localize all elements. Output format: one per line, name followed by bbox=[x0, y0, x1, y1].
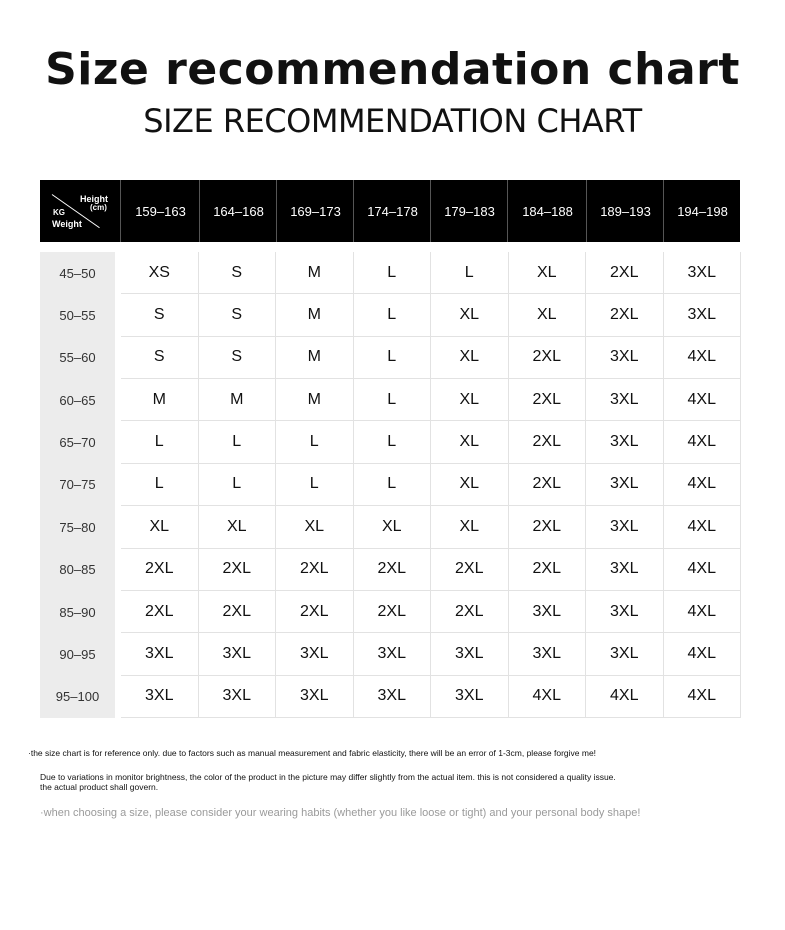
note-color-line1: Due to variations in monitor brightness, the color of the product in the picture may differ slightly from the actual item. this is not considered a quality issue. bbox=[40, 772, 616, 782]
size-cell: 3XL bbox=[586, 506, 664, 548]
height-header-cell: 194–198 bbox=[663, 180, 741, 242]
size-cell: 2XL bbox=[509, 379, 587, 421]
size-cell: S bbox=[199, 294, 277, 336]
height-header-row bbox=[40, 180, 740, 242]
size-cell: XL bbox=[509, 252, 587, 294]
height-header-cell: 169–173 bbox=[276, 180, 354, 242]
size-cell: S bbox=[199, 337, 277, 379]
weight-row-label: 80–85 bbox=[59, 562, 96, 578]
height-header-cell: 159–163 bbox=[120, 180, 200, 242]
weight-row-label: 50–55 bbox=[59, 308, 96, 324]
size-cell: L bbox=[354, 464, 432, 506]
size-cell: 3XL bbox=[586, 549, 664, 591]
size-cell: M bbox=[276, 294, 354, 336]
weight-label: Weight bbox=[52, 219, 82, 229]
size-cell: XS bbox=[121, 252, 199, 294]
size-cell: 2XL bbox=[354, 549, 432, 591]
size-cell: 2XL bbox=[276, 549, 354, 591]
size-cell: 2XL bbox=[509, 506, 587, 548]
size-cell: 2XL bbox=[199, 549, 277, 591]
size-cell: 3XL bbox=[509, 633, 587, 675]
size-cell: L bbox=[121, 421, 199, 463]
size-cell: 3XL bbox=[586, 337, 664, 379]
size-cell: 3XL bbox=[664, 252, 742, 294]
weight-row-label: 70–75 bbox=[59, 477, 96, 493]
size-cell: XL bbox=[431, 421, 509, 463]
size-cell: XL bbox=[431, 379, 509, 421]
size-cell: S bbox=[121, 337, 199, 379]
size-cell: 4XL bbox=[664, 676, 742, 718]
size-cell: 3XL bbox=[586, 421, 664, 463]
size-cell: 2XL bbox=[354, 591, 432, 633]
height-label: Height bbox=[80, 194, 108, 204]
weight-row-label: 45–50 bbox=[59, 265, 96, 281]
size-cell: L bbox=[276, 464, 354, 506]
size-cell: 3XL bbox=[586, 379, 664, 421]
size-cell: 4XL bbox=[664, 633, 742, 675]
size-cell: 2XL bbox=[509, 549, 587, 591]
size-cell: 3XL bbox=[586, 633, 664, 675]
size-cell: 3XL bbox=[586, 464, 664, 506]
height-header-cell: 164–168 bbox=[199, 180, 277, 242]
size-cell: 2XL bbox=[586, 294, 664, 336]
size-cell: 3XL bbox=[121, 633, 199, 675]
size-cell: M bbox=[276, 337, 354, 379]
size-cell: XL bbox=[431, 506, 509, 548]
size-cell: L bbox=[276, 421, 354, 463]
height-header-cell: 189–193 bbox=[586, 180, 664, 242]
weight-unit: KG bbox=[53, 208, 65, 217]
size-cell: 3XL bbox=[431, 676, 509, 718]
size-cell: 2XL bbox=[431, 549, 509, 591]
size-cell: 3XL bbox=[121, 676, 199, 718]
size-cell: 3XL bbox=[354, 676, 432, 718]
size-cell: 3XL bbox=[354, 633, 432, 675]
size-cell: XL bbox=[276, 506, 354, 548]
size-cell: 3XL bbox=[509, 591, 587, 633]
size-cell: M bbox=[199, 379, 277, 421]
size-cell: 2XL bbox=[121, 549, 199, 591]
size-cell: L bbox=[431, 252, 509, 294]
weight-column bbox=[40, 252, 115, 718]
size-cell: M bbox=[276, 252, 354, 294]
size-cell: 2XL bbox=[276, 591, 354, 633]
size-cell: 4XL bbox=[664, 337, 742, 379]
size-cell: XL bbox=[509, 294, 587, 336]
size-cell: XL bbox=[431, 294, 509, 336]
size-cell: XL bbox=[431, 337, 509, 379]
size-cell: L bbox=[354, 252, 432, 294]
weight-row-label: 90–95 bbox=[59, 646, 96, 662]
weight-row-label: 95–100 bbox=[55, 689, 100, 705]
size-cell: 2XL bbox=[509, 421, 587, 463]
size-cell: 2XL bbox=[121, 591, 199, 633]
size-cell: 3XL bbox=[664, 294, 742, 336]
size-cell: XL bbox=[121, 506, 199, 548]
size-cell: 4XL bbox=[664, 379, 742, 421]
size-cell: L bbox=[199, 464, 277, 506]
size-cell: S bbox=[199, 252, 277, 294]
size-cell: 3XL bbox=[199, 633, 277, 675]
weight-row-label: 55–60 bbox=[59, 350, 96, 366]
height-header-cell: 179–183 bbox=[430, 180, 508, 242]
size-cell: 2XL bbox=[199, 591, 277, 633]
weight-row-label: 85–90 bbox=[59, 604, 96, 620]
size-cell: M bbox=[121, 379, 199, 421]
weight-row-label: 65–70 bbox=[59, 435, 96, 451]
height-header-cell: 174–178 bbox=[353, 180, 431, 242]
size-cell: L bbox=[121, 464, 199, 506]
size-cell: 2XL bbox=[509, 464, 587, 506]
size-cell: 4XL bbox=[664, 464, 742, 506]
height-header-cell: 184–188 bbox=[507, 180, 587, 242]
size-cell: 4XL bbox=[664, 506, 742, 548]
corner-header-cell bbox=[40, 180, 120, 242]
page-subtitle: SIZE RECOMMENDATION CHART bbox=[143, 102, 642, 140]
size-cell: 4XL bbox=[664, 549, 742, 591]
size-cell: L bbox=[354, 294, 432, 336]
note-color bbox=[40, 772, 740, 792]
size-cell: 3XL bbox=[276, 676, 354, 718]
size-cell: 2XL bbox=[586, 252, 664, 294]
note-color-line2: the actual product shall govern. bbox=[40, 782, 159, 792]
size-cell: M bbox=[276, 379, 354, 421]
note-measurement: ·the size chart is for reference only. due to factors such as manual measurement and fabric elasticity, there will be an error of 1-3cm, please forgive me! bbox=[28, 748, 597, 758]
weight-row-label: 60–65 bbox=[59, 392, 96, 408]
size-cell: 3XL bbox=[586, 591, 664, 633]
size-cell: 3XL bbox=[431, 633, 509, 675]
size-cell: L bbox=[354, 379, 432, 421]
size-cell: 4XL bbox=[586, 676, 664, 718]
note-fit: ·when choosing a size, please consider your wearing habits (whether you like loose or tight) and your personal body shape! bbox=[40, 807, 641, 819]
size-cell: S bbox=[121, 294, 199, 336]
height-unit: (cm) bbox=[90, 203, 107, 212]
size-cell: L bbox=[199, 421, 277, 463]
size-grid bbox=[121, 252, 741, 718]
page-title: Size recommendation chart bbox=[45, 44, 740, 95]
size-cell: 3XL bbox=[199, 676, 277, 718]
size-cell: L bbox=[354, 421, 432, 463]
size-cell: XL bbox=[354, 506, 432, 548]
size-cell: 3XL bbox=[276, 633, 354, 675]
size-cell: 2XL bbox=[509, 337, 587, 379]
size-cell: XL bbox=[431, 464, 509, 506]
size-cell: L bbox=[354, 337, 432, 379]
weight-row-label: 75–80 bbox=[59, 519, 96, 535]
size-cell: 4XL bbox=[664, 591, 742, 633]
size-cell: XL bbox=[199, 506, 277, 548]
size-cell: 4XL bbox=[664, 421, 742, 463]
size-cell: 2XL bbox=[431, 591, 509, 633]
size-cell: 4XL bbox=[509, 676, 587, 718]
